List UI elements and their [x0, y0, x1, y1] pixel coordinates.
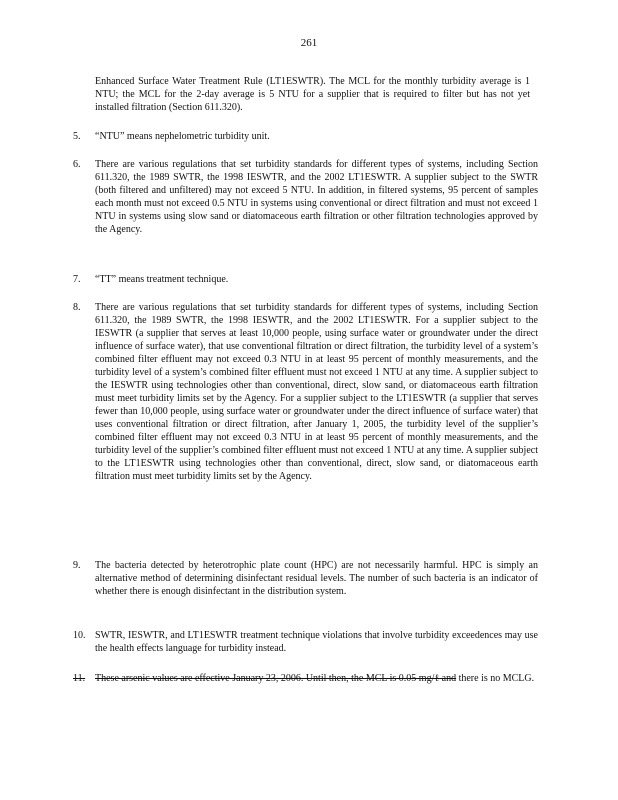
item-text: SWTR, IESWTR, and LT1ESWTR treatment technique violations that involve turbidity exceedences may use the health effects language for turbidity instead.: [95, 630, 538, 654]
page-number: 261: [300, 37, 318, 49]
item-text: The bacteria detected by heterotrophic plate count (HPC) are not necessarily harmful. HPC is simply an alternative method of determining disinfectant residual levels. The number of such bacteria is an indicator of whether there is enough disinfectant in the distribution system.: [95, 560, 538, 597]
intro-paragraph: Enhanced Surface Water Treatment Rule (LT1ESWTR). The MCL for the monthly turbidity average is 1 NTU; the MCL for the 2-day average is 5 NTU for a supplier that is required to filter but has not yet installed filtration (Section 611.320).: [95, 76, 530, 113]
item-text: There are various regulations that set turbidity standards for different types of systems, including Section 611.320, the 1989 SWTR, the 1998 IESWTR, and the 2002 LT1ESWTR. A supplier subject to the SWTR (both filtered and unfiltered) may not exceed 5 NTU. In addition, in filtered systems, 95 percent of samples each month must not exceed 0.5 NTU in systems using conventional or direct filtration and must not exceed 1 NTU in systems using slow sand or diatomaceous earth filtration or other filtration technologies approved by the Agency.: [95, 159, 538, 235]
item-number: 10.: [73, 630, 86, 641]
item-text: “NTU” means nephelometric turbidity unit.: [95, 131, 270, 142]
struck-text: These arsenic values are effective January 23, 2006. Until then, the MCL is 0.05 mg/ℓ and: [95, 673, 457, 684]
remaining-text: there is no MCLG.: [458, 673, 535, 684]
item-text: There are various regulations that set turbidity standards for different types of systems, including Section 611.320, the 1989 SWTR, the 1998 IESWTR, and the 2002 LT1ESWTR. For a supplier subject to the IESWTR (a supplier that serves at least 10,000 people, using surface water or groundwater under the direct influence of surface water), that use conventional filtration or direct filtration, the turbidity level of a system’s combined filter effluent may not exceed 0.3 NTU in at least 95 percent of monthly measurements, and the turbidity level of a system’s combined filter effluent must not exceed 1 NTU at any time. A supplier subject to the IESWTR using technologies other than conventional, direct, slow sand, or diatomaceous earth filtration must meet turbidity limits set by the Agency. For a supplier subject to the LT1ESWTR (a supplier that serves fewer than 10,000 people, using surface water or groundwater under the direct influence of surface water) that uses conventional filtration or direct filtration, after January 1, 2005, the turbidity level of the supplier’s combined filter effluent may not exceed 0.3 NTU in at least 95 percent of monthly measurements, and the turbidity level of the supplier’s combined filter effluent must not exceed 1 NTU at any time. A supplier subject to the LT1ESWTR using technologies other than conventional, direct, slow sand, or diatomaceous earth filtration must meet turbidity limits set by the Agency.: [95, 302, 538, 482]
item-number: 11.: [73, 673, 86, 684]
item-number: 6.: [73, 159, 81, 170]
item-text: “TT” means treatment technique.: [95, 274, 229, 285]
item-number: 8.: [73, 302, 81, 313]
item-number: 5.: [73, 131, 81, 142]
item-number: 9.: [73, 560, 81, 571]
item-number: 7.: [73, 274, 81, 285]
item-text: [95, 672, 538, 685]
